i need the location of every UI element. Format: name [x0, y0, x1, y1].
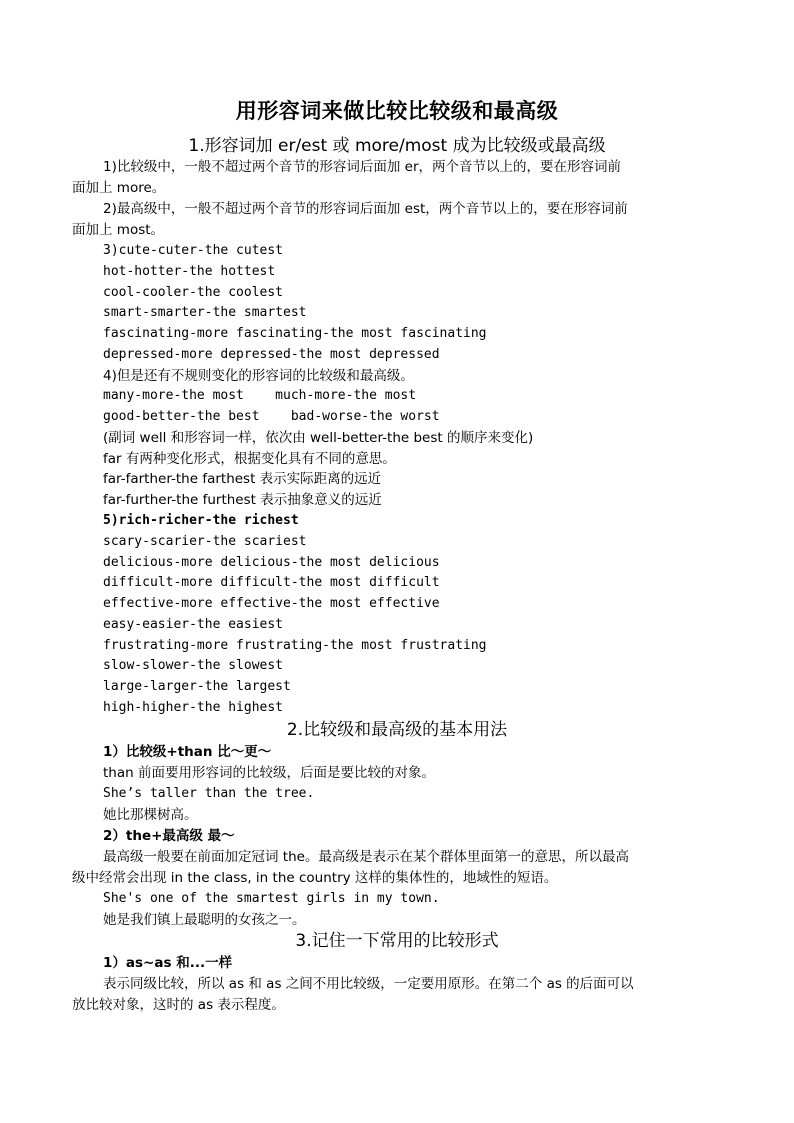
subheading: 1）比较级+than 比～更～: [103, 744, 272, 760]
list-item: 5)rich-richer-the richest: [103, 513, 299, 528]
list-item: depressed-more depressed-the most depressed: [103, 347, 440, 362]
example-sentence: She’s taller than the tree.: [103, 786, 315, 801]
subheading: 2）the+最高级 最～: [103, 828, 235, 844]
document-title: 用形容词来做比较比较级和最高级: [235, 99, 559, 123]
example-translation: 她比那棵树高。: [103, 807, 198, 823]
list-item: large-larger-the largest: [103, 679, 291, 694]
list-item: 3)cute-cuter-the cutest: [103, 243, 284, 258]
list-item: far-farther-the farthest 表示实际距离的远近: [103, 471, 382, 487]
paragraph-line: 1)比较级中，一般不超过两个音节的形容词后面加 er，两个音节以上的，要在形容词前: [103, 159, 622, 175]
list-item: delicious-more delicious-the most delicious: [103, 555, 440, 570]
list-item: hot-hotter-the hottest: [103, 264, 276, 279]
list-item: difficult-more difficult-the most difficult: [103, 575, 440, 590]
list-item: frustrating-more frustrating-the most frustrating: [103, 638, 487, 653]
list-item: high-higher-the highest: [103, 700, 284, 715]
list-item: slow-slower-the slowest: [103, 658, 284, 673]
list-item: effective-more effective-the most effective: [103, 596, 440, 611]
paragraph-line: than 前面要用形容词的比较级，后面是要比较的对象。: [103, 765, 435, 781]
paragraph-line: 面加上 more。: [72, 180, 166, 196]
subheading: 1）as~as 和...一样: [103, 955, 233, 971]
list-item: smart-smarter-the smartest: [103, 305, 307, 320]
paragraph-line: 放比较对象，这时的 as 表示程度。: [72, 997, 285, 1013]
paragraph-line: 面加上 most。: [72, 222, 165, 238]
list-item: many-more-the most much-more-the most: [103, 388, 417, 403]
list-item: fascinating-more fascinating-the most fascinating: [103, 326, 487, 341]
paragraph-line: 表示同级比较，所以 as 和 as 之间不用比较级，一定要用原形。在第二个 as 的后面可以: [103, 976, 634, 992]
paragraph-line: 级中经常会出现 in the class, in the country 这样的集体性的，地域性的短语。: [72, 870, 558, 886]
list-item: (副词 well 和形容词一样，依次由 well-better-the best 的顺序来变化): [103, 430, 534, 446]
list-item: scary-scarier-the scariest: [103, 534, 307, 549]
list-item: cool-cooler-the coolest: [103, 285, 284, 300]
list-item: good-better-the best bad-worse-the worst: [103, 409, 440, 424]
paragraph-line: 最高级一般要在前面加定冠词 the。最高级是表示在某个群体里面第一的意思，所以最高: [103, 849, 629, 865]
section-2-heading: 2.比较级和最高级的基本用法: [286, 720, 508, 740]
paragraph-line: 4)但是还有不规则变化的形容词的比较级和最高级。: [103, 368, 414, 384]
example-sentence: She's one of the smartest girls in my town.: [103, 891, 440, 906]
section-3-heading: 3.记住一下常用的比较形式: [295, 931, 499, 951]
example-translation: 她是我们镇上最聪明的女孩之一。: [103, 912, 306, 928]
list-item: easy-easier-the easiest: [103, 617, 284, 632]
list-item: far 有两种变化形式，根据变化具有不同的意思。: [103, 451, 396, 467]
list-item: far-further-the furthest 表示抽象意义的远近: [103, 492, 382, 508]
section-1-heading: 1.形容词加 er/est 或 more/most 成为比较级或最高级: [188, 136, 606, 156]
paragraph-line: 2)最高级中，一般不超过两个音节的形容词后面加 est，两个音节以上的，要在形容词前: [103, 201, 628, 217]
